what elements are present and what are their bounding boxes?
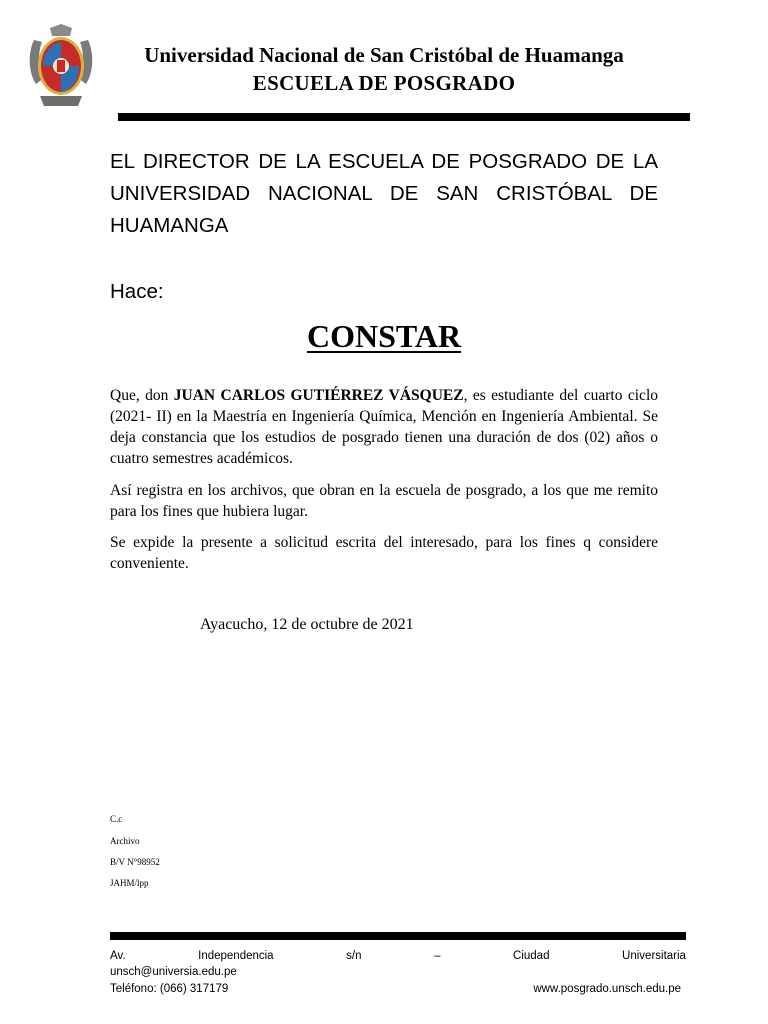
p1-intro: Que, don [110,387,174,404]
copy-line: C.c [110,814,123,824]
p1-rest: , es estudiante del cuarto ciclo (2021- II) en la Maestría en Ingeniería Química, Mención en Ingeniería Ambiental. Se deja constancia que los estudios de posgrado tienen una duración de dos (02) años o cuatro semestres académicos. [110,387,658,467]
constar-title [110,316,658,356]
issue-date: Ayacucho, 12 de octubre de 2021 [200,616,414,633]
copy-line: JAHM/lpp [110,878,149,888]
paragraph-issuance: Se expide la presente a solicitud escrita del interesado, para los fines q considere conveniente. [110,534,658,572]
address-part: Independencia [198,950,274,962]
hace-label: Hace: [110,280,164,303]
address-part: Av. [110,950,126,962]
header-divider [118,113,690,121]
university-crest-icon [26,22,96,110]
paragraph-records: Así registra en los archivos, que obran en la escuela de posgrado, a los que me remito para los fines que hubiera lugar. [110,482,658,520]
footer-divider [110,932,686,940]
address-part: Ciudad [513,950,550,962]
university-name: Universidad Nacional de San Cristóbal de Huamanga [144,43,624,67]
copy-line: Archivo [110,836,140,846]
address-part: – [434,950,441,962]
copy-line: B/V N°98952 [110,857,160,867]
director-heading: EL DIRECTOR DE LA ESCUELA DE POSGRADO DE LA UNIVERSIDAD NACIONAL DE SAN CRISTÓBAL DE HUAMANGA [110,150,658,237]
address-part: Universitaria [622,950,686,962]
paragraph-student-status [110,385,658,469]
student-name: JUAN CARLOS GUTIÉRREZ VÁSQUEZ [173,387,464,404]
address-part: s/n [346,950,362,962]
constar-text: CONSTAR [306,318,462,354]
footer-address [110,948,686,964]
footer-email: unsch@universia.edu.pe [110,966,237,978]
footer-phone: Teléfono: (066) 317179 [110,983,229,995]
school-name: ESCUELA DE POSGRADO [252,71,516,95]
footer-website: www.posgrado.unsch.edu.pe [533,983,681,995]
